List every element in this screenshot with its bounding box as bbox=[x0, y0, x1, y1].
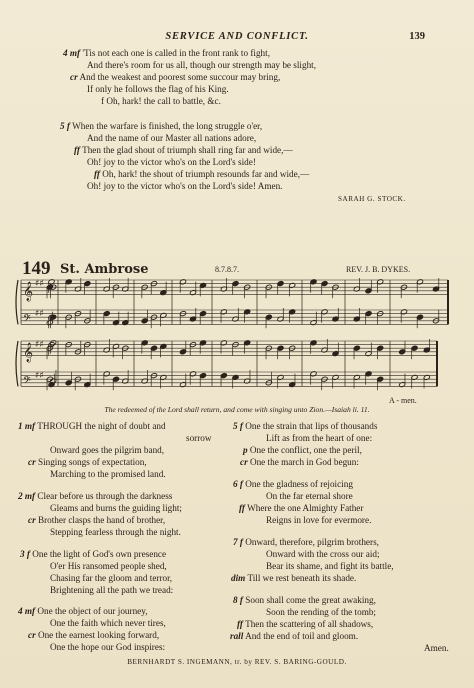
hymn-author: BERNHARDT S. INGEMANN, tr. by REV. S. BARING-GOULD. bbox=[127, 658, 347, 666]
verse-line: sorrow bbox=[186, 433, 212, 443]
sharp-icon: ♯♯ bbox=[35, 278, 44, 289]
verse-line: cr Singing songs of expectation, bbox=[28, 457, 147, 467]
system-brace bbox=[16, 341, 18, 386]
stanza-line: Oh! joy to the victor who's on the Lord's side! Amen. bbox=[87, 181, 283, 191]
scripture-caption: The redeemed of the Lord shall return, and come with singing unto Zion.—Isaiah li. 11. bbox=[104, 405, 370, 414]
stanza-line: 4 mf 'Tis not each one is called in the front rank to fight, bbox=[63, 48, 270, 58]
verse-line: ff Then the scattering of all shadows, bbox=[237, 619, 374, 629]
verse-line: 4 mf One the object of our journey, bbox=[18, 606, 148, 616]
verse-line: cr One the earnest looking forward, bbox=[28, 630, 160, 640]
stanza-line: Oh! joy to the victor who's on the Lord's side! bbox=[87, 157, 256, 167]
bass-clef-icon: 𝄢 bbox=[23, 312, 31, 327]
page-header-title: SERVICE AND CONFLICT. bbox=[165, 31, 309, 42]
verse-line: Gleams and burns the guiding light; bbox=[50, 503, 182, 513]
verse-line: One the faith which never tires, bbox=[50, 618, 166, 628]
verse-line: p One the conflict, one the peril, bbox=[243, 445, 362, 455]
verse-line: 8 f Soon shall come the great awaking, bbox=[233, 595, 376, 605]
page-number: 139 bbox=[409, 31, 425, 42]
treble-clef-icon: 𝄞 bbox=[23, 281, 34, 302]
stanza-line: ff Oh, hark! the shout of triumph resounds far and wide,— bbox=[94, 169, 310, 179]
verse-line: Onward with the cross our aid; bbox=[266, 549, 380, 559]
verse-line: 2 mf Clear before us through the darkness bbox=[18, 491, 173, 501]
stanza-line: And the name of our Master all nations adore, bbox=[87, 133, 257, 143]
verse-line: rall And the end of toil and gloom. bbox=[230, 631, 359, 641]
bass-clef-icon: 𝄢 bbox=[23, 374, 31, 389]
verse-line: cr One the march in God begun: bbox=[240, 457, 359, 467]
verse-line: Lift as from the heart of one: bbox=[266, 433, 373, 443]
previous-hymn-author: SARAH G. STOCK. bbox=[338, 195, 406, 203]
stanza-line: And there's room for us all, though our strength may be slight, bbox=[87, 60, 317, 70]
stanza-line: 5 f When the warfare is finished, the long struggle o'er, bbox=[60, 121, 263, 131]
system-brace bbox=[16, 280, 18, 324]
verse-line: Soon the rending of the tomb; bbox=[266, 607, 376, 617]
tune-composer: REV. J. B. DYKES. bbox=[346, 265, 411, 274]
verse-line: 3 f One the light of God's own presence bbox=[20, 549, 167, 559]
verse-line: Bear its shame, and fight its battle, bbox=[266, 561, 394, 571]
verse-line: One the hope our God inspires: bbox=[50, 642, 166, 652]
verse-line: Onward goes the pilgrim band, bbox=[50, 445, 165, 455]
verse-line: dim Till we rest beneath its shade. bbox=[231, 573, 357, 583]
stanza-line: If only he follows the flag of his King. bbox=[87, 84, 229, 94]
verse-line: Amen. bbox=[424, 643, 449, 653]
tune-name: St. Ambrose bbox=[60, 262, 149, 277]
verse-line: Chasing far the gloom and terror, bbox=[50, 573, 173, 583]
hymn-number: 149 bbox=[22, 258, 51, 279]
verse-line: 6 f One the gladness of rejoicing bbox=[233, 479, 353, 489]
verse-line: Reigns in love for evermore. bbox=[266, 515, 372, 525]
stanza-line: ff Then the glad shout of triumph shall ring far and wide,— bbox=[74, 145, 293, 155]
verse-line: Brightening all the path we tread: bbox=[50, 585, 174, 595]
verse-line: Stepping fearless through the night. bbox=[50, 527, 181, 537]
sharp-icon: ♯♯ bbox=[35, 370, 44, 381]
sharp-icon: ♯♯ bbox=[35, 308, 44, 319]
verse-line: Marching to the promised land. bbox=[50, 469, 166, 479]
verse-line: O'er His ransomed people shed, bbox=[50, 561, 167, 571]
verse-line: 1 mf THROUGH the night of doubt and bbox=[18, 421, 166, 431]
verse-line: 7 f Onward, therefore, pilgrim brothers, bbox=[233, 537, 379, 547]
stanza-line: cr And the weakest and poorest some succour may bring, bbox=[70, 72, 281, 82]
hymn-meter: 8.7.8.7. bbox=[215, 265, 239, 274]
verse-line: 5 f One the strain that lips of thousands bbox=[233, 421, 378, 431]
verse-line: cr Brother clasps the hand of brother, bbox=[28, 515, 166, 525]
amen-label: A - men. bbox=[389, 396, 417, 405]
treble-clef-icon: 𝄞 bbox=[23, 342, 34, 363]
stanza-line: f Oh, hark! the call to battle, &c. bbox=[101, 96, 221, 106]
verse-line: ff Where the one Almighty Father bbox=[239, 503, 364, 513]
verse-line: On the far eternal shore bbox=[266, 491, 353, 501]
sharp-icon: ♯♯ bbox=[35, 339, 44, 350]
